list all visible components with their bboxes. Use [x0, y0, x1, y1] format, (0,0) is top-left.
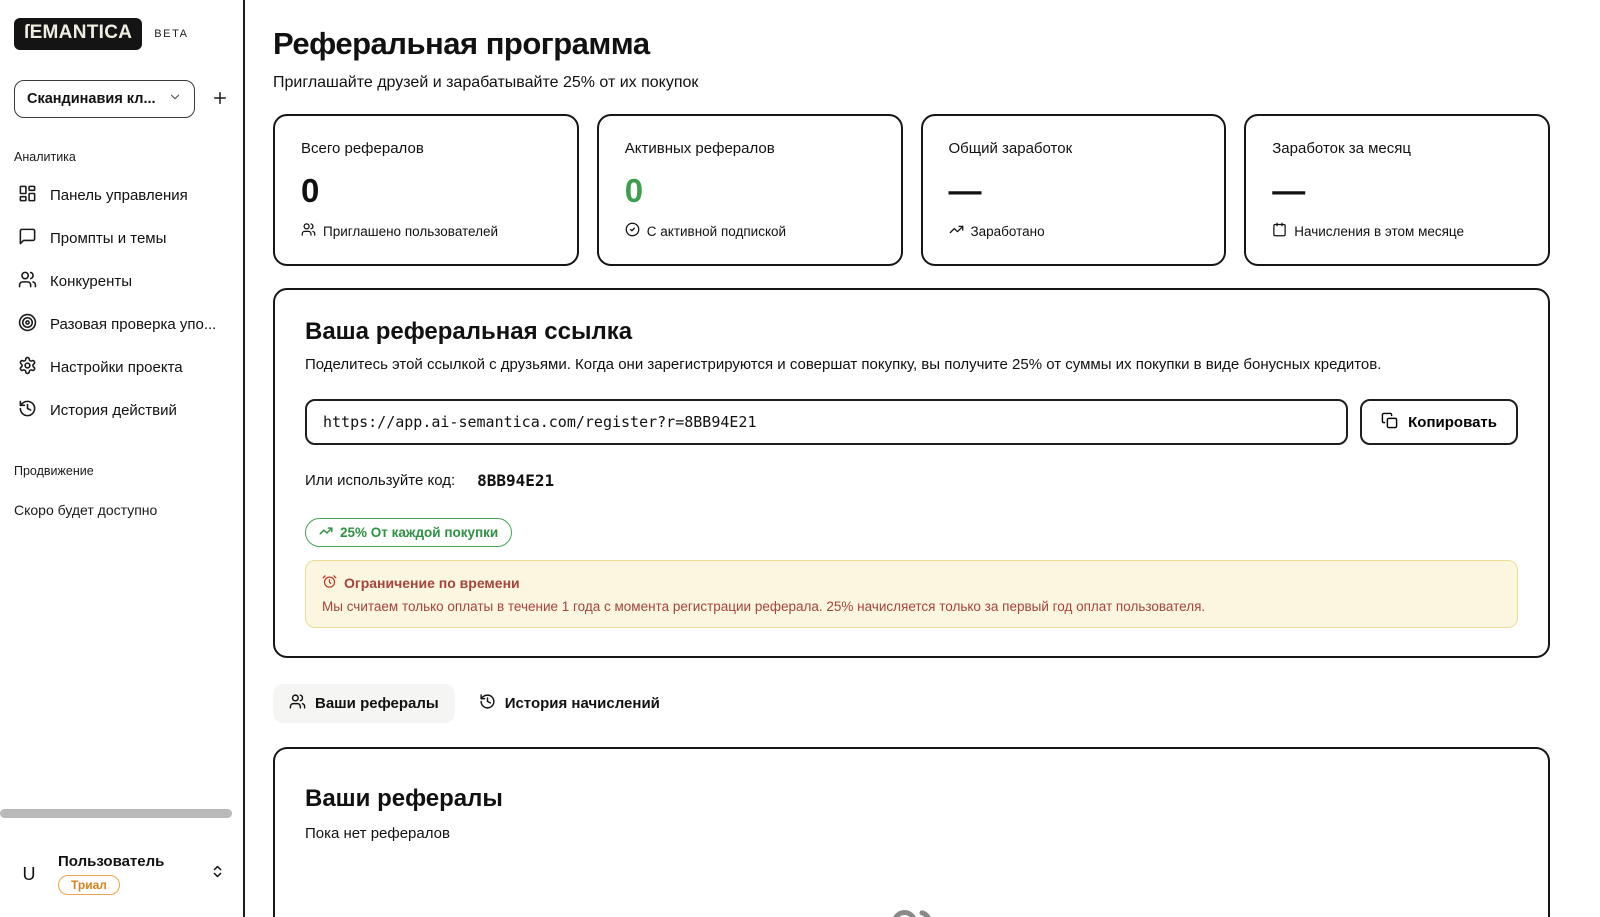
sidebar-nav — [14, 174, 229, 432]
tab-your-referrals[interactable] — [273, 684, 455, 723]
referrals-empty-text: Пока нет рефералов — [305, 825, 450, 842]
trending-up-icon — [949, 222, 964, 240]
plan-badge: Триал — [58, 875, 120, 895]
plus-icon — [211, 89, 229, 110]
sidebar-item-competitors[interactable] — [14, 260, 229, 303]
add-project-button[interactable] — [211, 89, 229, 110]
copy-icon — [1381, 412, 1398, 433]
referrals-panel-title: Ваши рефералы — [305, 785, 503, 812]
user-info — [58, 853, 164, 895]
stat-card-total-referrals — [273, 114, 579, 266]
referral-link-row — [305, 399, 1518, 445]
empty-state-users-icon — [882, 905, 942, 917]
user-name: Пользователь — [58, 853, 165, 870]
check-circle-icon — [625, 222, 640, 240]
stat-caption: Приглашено пользователей — [323, 223, 499, 239]
sidebar-item-single-check[interactable] — [14, 303, 229, 346]
stat-caption: Начисления в этом месяце — [1294, 223, 1465, 239]
referrals-tabs — [273, 684, 1550, 723]
stat-caption-row — [301, 222, 551, 240]
message-icon — [18, 227, 37, 250]
code-label: Или используйте код: — [305, 472, 456, 489]
bonus-badge — [305, 518, 512, 547]
sidebar-item-prompts[interactable] — [14, 217, 229, 260]
history-icon — [479, 693, 496, 714]
stat-title: Общий заработок — [948, 140, 1073, 157]
sidebar-item-label: Промпты и темы — [50, 230, 167, 247]
stat-title: Заработок за месяц — [1272, 140, 1411, 157]
semantica-logo: ſEMANTICA — [14, 18, 142, 50]
calendar-icon — [1272, 222, 1287, 240]
page-title: Реферальная программа — [273, 26, 650, 61]
tab-label: История начислений — [504, 695, 660, 712]
sidebar-item-dashboard[interactable] — [14, 174, 229, 217]
bonus-badge-label: 25% От каждой покупки — [340, 525, 499, 540]
stat-card-active-referrals — [597, 114, 903, 266]
tab-label: Ваши рефералы — [315, 695, 439, 712]
sidebar — [0, 0, 245, 917]
sidebar-item-label: Настройки проекта — [50, 359, 183, 376]
referral-link-card — [273, 288, 1550, 658]
sidebar-item-label: Разовая проверка упо... — [50, 316, 217, 333]
sidebar-item-label: Конкуренты — [50, 273, 133, 290]
tab-accrual-history[interactable] — [463, 684, 676, 723]
stat-value: 0 — [624, 172, 644, 209]
referral-code: 8BB94E21 — [477, 471, 555, 490]
target-icon — [18, 313, 37, 336]
copy-link-button[interactable] — [1360, 399, 1518, 445]
stat-caption: Заработано — [970, 223, 1045, 239]
stat-value: — — [948, 172, 982, 209]
avatar: U — [22, 863, 36, 884]
warning-text: Мы считаем только оплаты в течение 1 года с момента регистрации реферала. 25% начисляется только за первый год оплат пользователя. — [322, 599, 1206, 614]
promotion-section-label: Продвижение — [14, 464, 94, 478]
coming-soon-text: Скоро будет доступно — [14, 502, 158, 518]
beta-label: BETA — [154, 28, 189, 40]
page-subtitle: Приглашайте друзей и зарабатывайте 25% от их покупок — [273, 74, 699, 91]
stat-card-total-earnings — [921, 114, 1227, 266]
referral-link-input[interactable] — [305, 399, 1348, 445]
users-icon — [18, 270, 37, 293]
stat-value: 0 — [301, 172, 320, 209]
users-icon — [289, 693, 306, 714]
gear-icon — [18, 356, 37, 379]
dashboard-icon — [18, 184, 37, 207]
analytics-section-label: Аналитика — [14, 150, 76, 164]
chevrons-up-down-icon — [210, 864, 225, 884]
stat-title: Всего рефералов — [301, 140, 424, 157]
stat-value: — — [1272, 172, 1306, 209]
stat-caption-row — [949, 222, 1199, 240]
project-row — [14, 80, 229, 118]
project-selector[interactable] — [14, 80, 195, 118]
sidebar-item-project-settings[interactable] — [14, 346, 229, 389]
stat-caption-row — [625, 222, 875, 240]
your-referrals-panel — [273, 747, 1550, 917]
project-selector-value: Скандинавия кл... — [27, 91, 156, 107]
warning-title-row — [322, 574, 1501, 592]
stat-card-month-earnings — [1244, 114, 1550, 266]
stat-caption-row — [1272, 222, 1522, 240]
copy-button-label: Копировать — [1408, 413, 1497, 431]
referral-card-title: Ваша реферальная ссылка — [305, 318, 633, 345]
user-menu[interactable] — [0, 839, 243, 917]
time-limit-warning — [305, 560, 1518, 628]
chevron-down-icon — [168, 90, 182, 108]
main-content — [245, 0, 1600, 917]
trending-up-icon — [319, 524, 333, 541]
alarm-clock-icon — [322, 574, 337, 592]
sidebar-item-label: История действий — [50, 402, 177, 419]
warning-title: Ограничение по времени — [344, 575, 520, 591]
users-icon — [301, 222, 316, 240]
sidebar-horizontal-scrollbar[interactable] — [0, 809, 232, 818]
stat-caption: С активной подпиской — [646, 223, 787, 239]
logo-row — [14, 18, 229, 50]
sidebar-item-history[interactable] — [14, 389, 229, 432]
sidebar-item-label: Панель управления — [50, 187, 188, 204]
referral-code-row — [305, 471, 1518, 490]
stat-title: Активных рефералов — [624, 140, 775, 157]
referral-card-description: Поделитесь этой ссылкой с друзьями. Когда они зарегистрируются и совершат покупку, вы получите 25% от суммы их покупки в виде бонусных кредитов. — [305, 356, 1382, 373]
stats-row — [273, 114, 1550, 266]
history-icon — [18, 399, 37, 422]
